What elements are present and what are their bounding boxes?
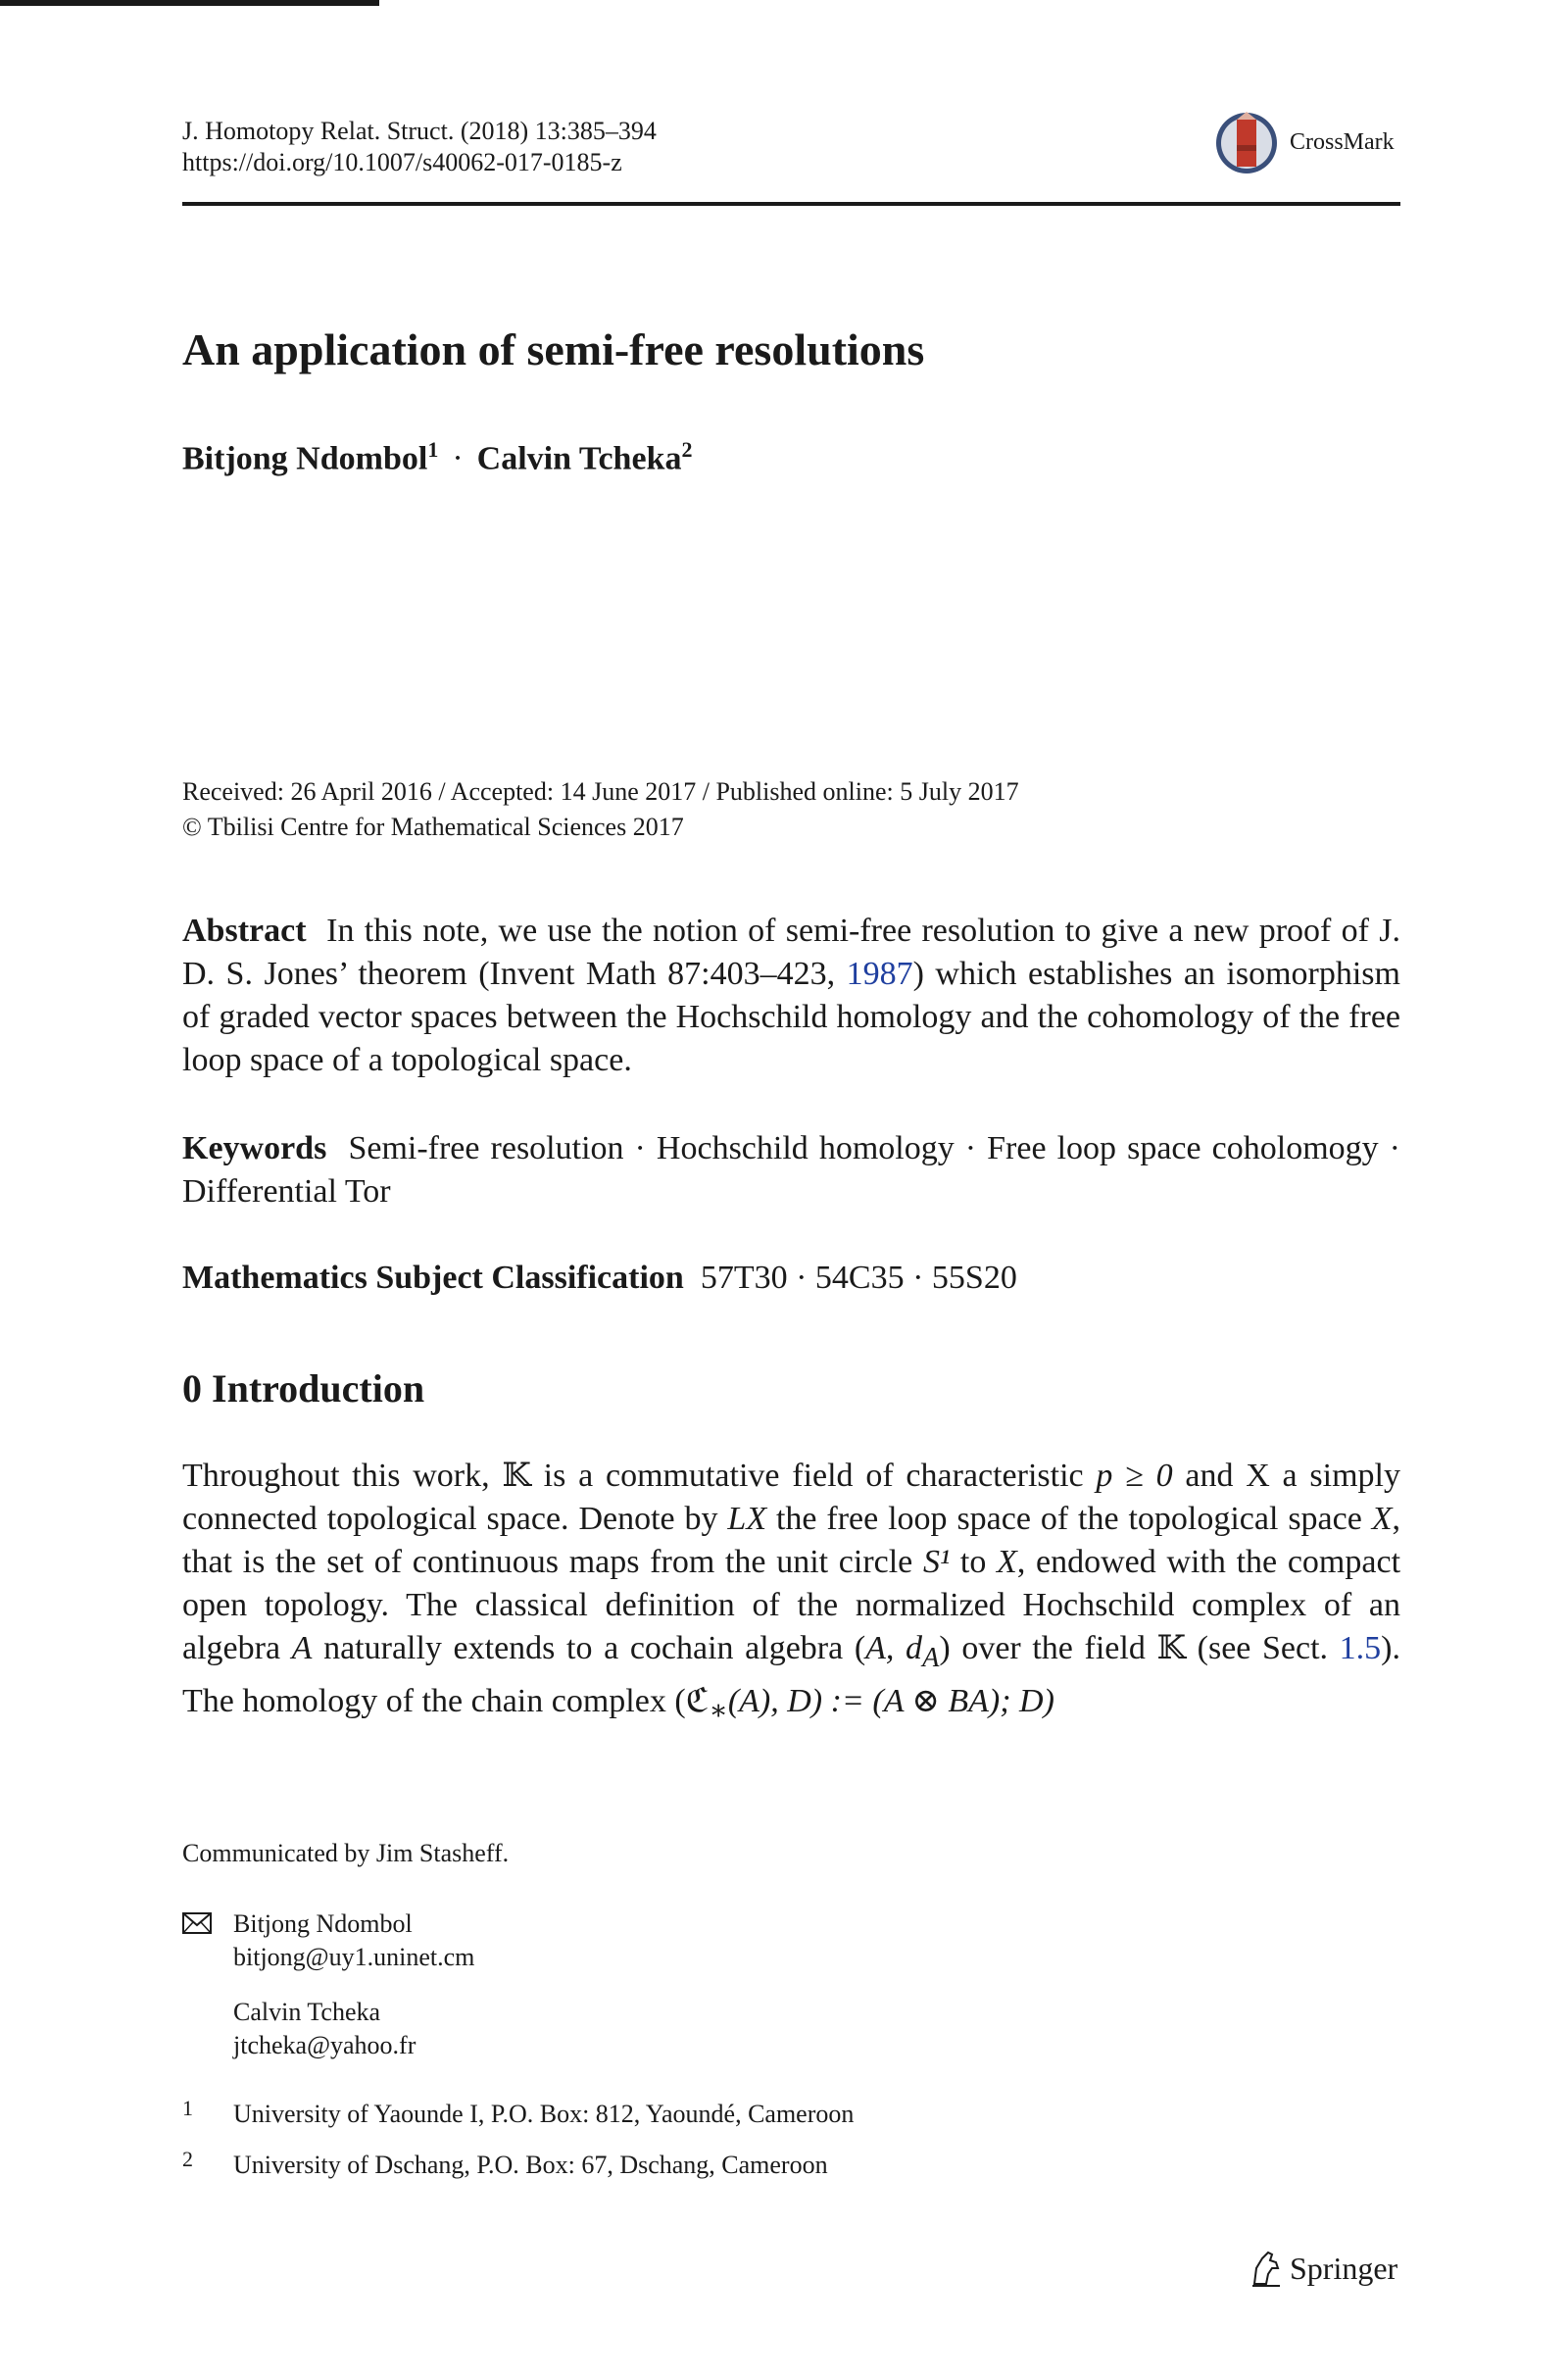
copyright-notice: © Tbilisi Centre for Mathematical Sciences 2017 [182,813,684,841]
contact-name: Calvin Tcheka [233,1998,381,2026]
intro-math: X [997,1544,1017,1580]
crossmark-label: CrossMark [1290,129,1395,155]
intro-text: , endowed with the compact open topology. The classical definition of the normalized Hochschild complex of an algebra [182,1544,1401,1666]
intro-text: the free loop space of the topological space [766,1501,1372,1537]
publication-dates: Received: 26 April 2016 / Accepted: 14 June 2017 / Published online: 5 July 2017 [182,777,1019,806]
abstract-text: ) which establishes an isomorphism of graded vector spaces between the Hochschild homology and the cohomology of the free loop space of a topological space. [182,956,1400,1078]
author-name: Bitjong Ndombol [182,440,428,477]
intro-text: naturally extends to a cochain algebra ( [312,1630,866,1666]
affiliation-number: 2 [182,2147,193,2171]
citation-link[interactable]: 1987 [846,956,913,992]
abstract [182,910,1400,1082]
intro-text: ). The homology of the chain complex (ℭ [182,1630,1400,1719]
contact-email[interactable]: jtcheka@yahoo.fr [233,2031,416,2059]
intro-math: LX [727,1501,767,1537]
intro-math-subscript: ∗ [709,1695,728,1726]
intro-math: A, d [865,1630,923,1666]
msc-classification [182,1257,1400,1300]
journal-citation: J. Homotopy Relat. Struct. (2018) 13:385–394 [182,117,657,145]
crossmark-badge[interactable] [1213,106,1419,184]
header-rule [182,202,1400,206]
intro-math: p ≥ 0 [1096,1458,1173,1494]
affiliation: University of Dschang, P.O. Box: 67, Dschang, Cameroon [233,2151,828,2179]
intro-math: A [291,1630,313,1666]
author-separator: · [452,440,464,477]
footnote-rule [0,3,379,6]
author-affiliation-mark: 1 [427,437,439,462]
msc-label: Mathematics Subject Classification [182,1260,684,1296]
msc-text: 57T30 · 54C35 · 55S20 [700,1260,1017,1296]
section-link[interactable]: 1.5 [1339,1630,1382,1666]
author-name: Calvin Tcheka [476,440,682,477]
intro-paragraph [182,1455,1400,1733]
abstract-label: Abstract [182,913,307,949]
keywords [182,1127,1400,1213]
intro-text: Throughout this work, 𝕂 is a commutative field of characteristic [182,1458,1097,1494]
intro-math: X [1371,1501,1393,1537]
springer-horse-icon [1247,2247,1286,2290]
abstract-text: In this note, we use the notion of semi-free resolution to give a new proof of J. D. S. Jones’ theorem (Invent Math 87:403–423, [182,913,1401,992]
springer-logo [1247,2247,1403,2290]
section-title: 0 Introduction [182,1366,425,1411]
intro-text: , that is the set of continuous maps from the unit circle [182,1501,1400,1580]
author-list [182,437,692,477]
paper-title: An application of semi-free resolutions [182,324,925,374]
affiliation: University of Yaounde I, P.O. Box: 812, Yaoundé, Cameroon [233,2100,855,2128]
intro-text: and X a simply connected topological space. Denote by [182,1458,1400,1537]
communicated-by: Communicated by Jim Stasheff. [182,1839,510,1867]
contact-email[interactable]: bitjong@uy1.uninet.cm [233,1943,475,1971]
intro-math-subscript: A [922,1642,940,1673]
envelope-icon [182,1911,212,1935]
keywords-label: Keywords [182,1130,327,1166]
intro-text: ) over the field 𝕂 (see Sect. [939,1630,1340,1666]
contact-name: Bitjong Ndombol [233,1909,413,1938]
intro-text: to [950,1544,998,1580]
intro-math: (A), D) := (A ⊗ BA); D) [727,1682,1054,1719]
author-affiliation-mark: 2 [681,437,693,462]
publisher-name: Springer [1290,2251,1398,2286]
affiliation-number: 1 [182,2096,193,2120]
keywords-text: Semi-free resolution · Hochschild homology · Free loop space coholomogy · Differential Tor [182,1130,1401,1210]
crossmark-icon [1213,106,1282,184]
doi-link[interactable]: https://doi.org/10.1007/s40062-017-0185-z [182,148,622,176]
intro-math: S¹ [922,1544,951,1580]
